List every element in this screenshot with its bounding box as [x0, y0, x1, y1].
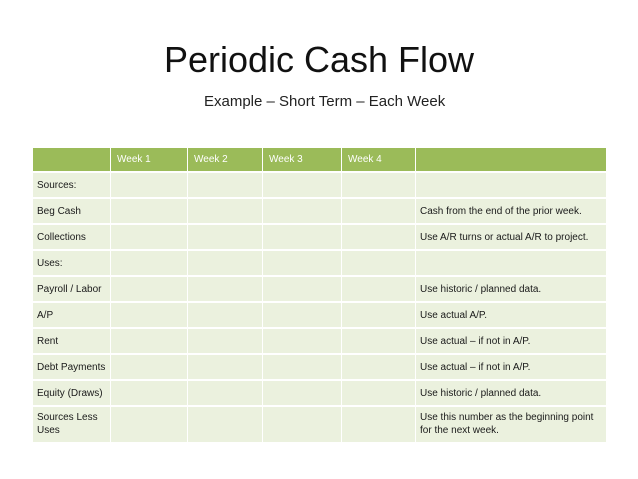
week-2-cell [188, 302, 263, 328]
week-1-cell [111, 354, 188, 380]
week-1-cell [111, 328, 188, 354]
row-note: Use actual – if not in A/P. [416, 328, 607, 354]
row-note: Use A/R turns or actual A/R to project. [416, 224, 607, 250]
week-2-cell [188, 172, 263, 198]
week-1-cell [111, 172, 188, 198]
week-2-cell [188, 198, 263, 224]
week-2-cell [188, 380, 263, 406]
header-week-1: Week 1 [111, 148, 188, 172]
row-note [416, 250, 607, 276]
week-3-cell [263, 354, 342, 380]
week-4-cell [342, 380, 416, 406]
row-label: Equity (Draws) [33, 380, 111, 406]
week-3-cell [263, 328, 342, 354]
week-3-cell [263, 302, 342, 328]
week-2-cell [188, 224, 263, 250]
week-2-cell [188, 250, 263, 276]
row-label: Collections [33, 224, 111, 250]
row-note: Use actual – if not in A/P. [416, 354, 607, 380]
week-1-cell [111, 250, 188, 276]
week-2-cell [188, 328, 263, 354]
week-3-cell [263, 250, 342, 276]
row-label: Sources Less Uses [33, 406, 111, 442]
row-label: Debt Payments [33, 354, 111, 380]
table-row [33, 198, 607, 224]
row-note: Use historic / planned data. [416, 276, 607, 302]
header-week-2: Week 2 [188, 148, 263, 172]
week-1-cell [111, 302, 188, 328]
table-row [33, 172, 607, 198]
cash-flow-table [32, 148, 607, 443]
week-4-cell [342, 250, 416, 276]
row-note: Cash from the end of the prior week. [416, 198, 607, 224]
header-week-3: Week 3 [263, 148, 342, 172]
week-3-cell [263, 276, 342, 302]
row-note [416, 172, 607, 198]
week-2-cell [188, 354, 263, 380]
table-row [33, 406, 607, 442]
header-notes-column [416, 148, 607, 172]
week-3-cell [263, 198, 342, 224]
week-2-cell [188, 276, 263, 302]
row-label: Uses: [33, 250, 111, 276]
table-header-row [33, 148, 607, 172]
week-4-cell [342, 198, 416, 224]
row-label: Sources: [33, 172, 111, 198]
week-4-cell [342, 354, 416, 380]
slide-title: Periodic Cash Flow [163, 39, 475, 80]
table-row [33, 302, 607, 328]
week-1-cell [111, 224, 188, 250]
week-1-cell [111, 380, 188, 406]
week-3-cell [263, 172, 342, 198]
table-row [33, 354, 607, 380]
week-3-cell [263, 224, 342, 250]
row-label: Payroll / Labor [33, 276, 111, 302]
row-label: A/P [33, 302, 111, 328]
week-1-cell [111, 198, 188, 224]
week-1-cell [111, 276, 188, 302]
row-label: Rent [33, 328, 111, 354]
week-4-cell [342, 328, 416, 354]
table-row [33, 250, 607, 276]
week-3-cell [263, 380, 342, 406]
row-note: Use historic / planned data. [416, 380, 607, 406]
header-label-column [33, 148, 111, 172]
week-4-cell [342, 224, 416, 250]
row-note: Use actual A/P. [416, 302, 607, 328]
table-row [33, 276, 607, 302]
header-week-4: Week 4 [342, 148, 416, 172]
table-row [33, 224, 607, 250]
table-row [33, 380, 607, 406]
week-1-cell [111, 406, 188, 442]
table-row [33, 328, 607, 354]
row-label: Beg Cash [33, 198, 111, 224]
week-3-cell [263, 406, 342, 442]
week-4-cell [342, 276, 416, 302]
week-2-cell [188, 406, 263, 442]
week-4-cell [342, 172, 416, 198]
week-4-cell [342, 406, 416, 442]
slide-subtitle: Example – Short Term – Each Week [204, 93, 446, 110]
row-note: Use this number as the beginning point for the next week. [416, 406, 607, 442]
week-4-cell [342, 302, 416, 328]
